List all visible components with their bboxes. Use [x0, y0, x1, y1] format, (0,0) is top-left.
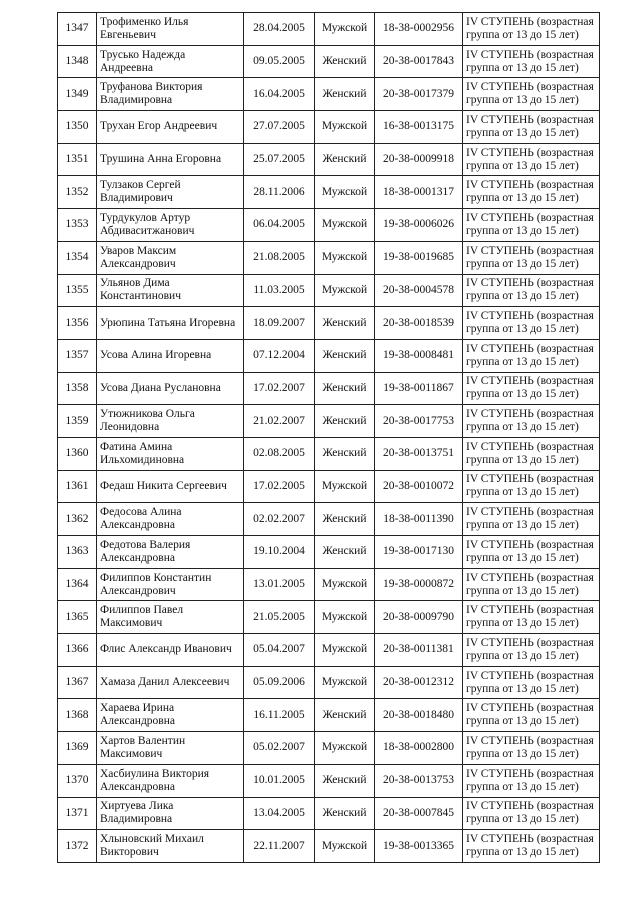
uin-code-cell: 19-38-0011867	[375, 372, 463, 405]
gender-cell: Женский	[315, 339, 375, 372]
gender-cell: Мужской	[315, 830, 375, 863]
age-group-cell: IV СТУПЕНЬ (возрастная группа от 13 до 15 лет)	[463, 797, 600, 830]
birth-date-cell: 07.12.2004	[244, 339, 315, 372]
full-name-cell: Хлыновский Михаил Викторович	[97, 830, 244, 863]
full-name-cell: Труфанова Виктория Владимировна	[97, 78, 244, 111]
full-name-cell: Хамаза Данил Алексеевич	[97, 666, 244, 699]
table-row	[58, 699, 600, 732]
full-name-cell: Хараева Ирина Александровна	[97, 699, 244, 732]
full-name-cell: Фатина Амина Ильхомидиновна	[97, 437, 244, 470]
table-body	[58, 13, 600, 863]
table-row	[58, 176, 600, 209]
row-number-cell: 1363	[58, 536, 97, 569]
uin-code-cell: 20-38-0018539	[375, 307, 463, 340]
gender-cell: Женский	[315, 45, 375, 78]
participants-table	[57, 12, 600, 863]
full-name-cell: Усова Диана Руслановна	[97, 372, 244, 405]
row-number-cell: 1362	[58, 503, 97, 536]
birth-date-cell: 13.01.2005	[244, 568, 315, 601]
full-name-cell: Трушина Анна Егоровна	[97, 143, 244, 176]
age-group-cell: IV СТУПЕНЬ (возрастная группа от 13 до 15 лет)	[463, 470, 600, 503]
age-group-cell: IV СТУПЕНЬ (возрастная группа от 13 до 15 лет)	[463, 241, 600, 274]
age-group-cell: IV СТУПЕНЬ (возрастная группа от 13 до 15 лет)	[463, 503, 600, 536]
full-name-cell: Тулзаков Сергей Владимирович	[97, 176, 244, 209]
table-row	[58, 437, 600, 470]
birth-date-cell: 11.03.2005	[244, 274, 315, 307]
age-group-cell: IV СТУПЕНЬ (возрастная группа от 13 до 15 лет)	[463, 437, 600, 470]
row-number-cell: 1349	[58, 78, 97, 111]
birth-date-cell: 21.08.2005	[244, 241, 315, 274]
uin-code-cell: 20-38-0012312	[375, 666, 463, 699]
gender-cell: Мужской	[315, 209, 375, 242]
row-number-cell: 1368	[58, 699, 97, 732]
age-group-cell: IV СТУПЕНЬ (возрастная группа от 13 до 15 лет)	[463, 536, 600, 569]
uin-code-cell: 20-38-0009790	[375, 601, 463, 634]
row-number-cell: 1356	[58, 307, 97, 340]
row-number-cell: 1369	[58, 732, 97, 765]
uin-code-cell: 20-38-0004578	[375, 274, 463, 307]
age-group-cell: IV СТУПЕНЬ (возрастная группа от 13 до 15 лет)	[463, 634, 600, 667]
row-number-cell: 1371	[58, 797, 97, 830]
row-number-cell: 1366	[58, 634, 97, 667]
row-number-cell: 1353	[58, 209, 97, 242]
birth-date-cell: 10.01.2005	[244, 764, 315, 797]
uin-code-cell: 20-38-0010072	[375, 470, 463, 503]
full-name-cell: Хартов Валентин Максимович	[97, 732, 244, 765]
table-row	[58, 470, 600, 503]
full-name-cell: Турдукулов Артур Абдиваситжанович	[97, 209, 244, 242]
age-group-cell: IV СТУПЕНЬ (возрастная группа от 13 до 15 лет)	[463, 209, 600, 242]
birth-date-cell: 21.02.2007	[244, 405, 315, 438]
gender-cell: Женский	[315, 372, 375, 405]
table-row	[58, 830, 600, 863]
row-number-cell: 1354	[58, 241, 97, 274]
full-name-cell: Трусько Надежда Андреевна	[97, 45, 244, 78]
age-group-cell: IV СТУПЕНЬ (возрастная группа от 13 до 15 лет)	[463, 13, 600, 46]
birth-date-cell: 16.11.2005	[244, 699, 315, 732]
uin-code-cell: 20-38-0017753	[375, 405, 463, 438]
age-group-cell: IV СТУПЕНЬ (возрастная группа от 13 до 15 лет)	[463, 111, 600, 144]
gender-cell: Женский	[315, 503, 375, 536]
table-row	[58, 372, 600, 405]
age-group-cell: IV СТУПЕНЬ (возрастная группа от 13 до 15 лет)	[463, 830, 600, 863]
gender-cell: Женский	[315, 797, 375, 830]
uin-code-cell: 19-38-0006026	[375, 209, 463, 242]
full-name-cell: Трухан Егор Андреевич	[97, 111, 244, 144]
uin-code-cell: 18-38-0001317	[375, 176, 463, 209]
age-group-cell: IV СТУПЕНЬ (возрастная группа от 13 до 15 лет)	[463, 274, 600, 307]
table-row	[58, 78, 600, 111]
table-row	[58, 13, 600, 46]
gender-cell: Женский	[315, 536, 375, 569]
row-number-cell: 1365	[58, 601, 97, 634]
row-number-cell: 1372	[58, 830, 97, 863]
row-number-cell: 1355	[58, 274, 97, 307]
full-name-cell: Федосова Алина Александровна	[97, 503, 244, 536]
table-row	[58, 666, 600, 699]
gender-cell: Мужской	[315, 176, 375, 209]
full-name-cell: Хиртуева Лика Владимировна	[97, 797, 244, 830]
birth-date-cell: 05.02.2007	[244, 732, 315, 765]
birth-date-cell: 18.09.2007	[244, 307, 315, 340]
age-group-cell: IV СТУПЕНЬ (возрастная группа от 13 до 15 лет)	[463, 405, 600, 438]
table-row	[58, 797, 600, 830]
table-row	[58, 241, 600, 274]
age-group-cell: IV СТУПЕНЬ (возрастная группа от 13 до 15 лет)	[463, 339, 600, 372]
gender-cell: Мужской	[315, 666, 375, 699]
age-group-cell: IV СТУПЕНЬ (возрастная группа от 13 до 15 лет)	[463, 78, 600, 111]
table-row	[58, 536, 600, 569]
row-number-cell: 1359	[58, 405, 97, 438]
table-row	[58, 274, 600, 307]
gender-cell: Женский	[315, 78, 375, 111]
birth-date-cell: 22.11.2007	[244, 830, 315, 863]
row-number-cell: 1367	[58, 666, 97, 699]
full-name-cell: Трофименко Илья Евгеньевич	[97, 13, 244, 46]
uin-code-cell: 20-38-0017843	[375, 45, 463, 78]
age-group-cell: IV СТУПЕНЬ (возрастная группа от 13 до 15 лет)	[463, 568, 600, 601]
age-group-cell: IV СТУПЕНЬ (возрастная группа от 13 до 15 лет)	[463, 699, 600, 732]
gender-cell: Мужской	[315, 470, 375, 503]
age-group-cell: IV СТУПЕНЬ (возрастная группа от 13 до 15 лет)	[463, 732, 600, 765]
uin-code-cell: 20-38-0009918	[375, 143, 463, 176]
table-row	[58, 339, 600, 372]
table-row	[58, 732, 600, 765]
gender-cell: Мужской	[315, 13, 375, 46]
full-name-cell: Федотова Валерия Александровна	[97, 536, 244, 569]
uin-code-cell: 20-38-0011381	[375, 634, 463, 667]
table-row	[58, 503, 600, 536]
age-group-cell: IV СТУПЕНЬ (возрастная группа от 13 до 15 лет)	[463, 45, 600, 78]
age-group-cell: IV СТУПЕНЬ (возрастная группа от 13 до 15 лет)	[463, 307, 600, 340]
row-number-cell: 1348	[58, 45, 97, 78]
gender-cell: Мужской	[315, 111, 375, 144]
age-group-cell: IV СТУПЕНЬ (возрастная группа от 13 до 15 лет)	[463, 601, 600, 634]
birth-date-cell: 17.02.2005	[244, 470, 315, 503]
row-number-cell: 1357	[58, 339, 97, 372]
full-name-cell: Филиппов Константин Александрович	[97, 568, 244, 601]
document-page	[57, 12, 600, 863]
age-group-cell: IV СТУПЕНЬ (возрастная группа от 13 до 15 лет)	[463, 143, 600, 176]
birth-date-cell: 09.05.2005	[244, 45, 315, 78]
table-row	[58, 111, 600, 144]
row-number-cell: 1347	[58, 13, 97, 46]
birth-date-cell: 06.04.2005	[244, 209, 315, 242]
uin-code-cell: 19-38-0017130	[375, 536, 463, 569]
uin-code-cell: 19-38-0008481	[375, 339, 463, 372]
row-number-cell: 1358	[58, 372, 97, 405]
gender-cell: Женский	[315, 405, 375, 438]
uin-code-cell: 16-38-0013175	[375, 111, 463, 144]
uin-code-cell: 20-38-0017379	[375, 78, 463, 111]
uin-code-cell: 19-38-0013365	[375, 830, 463, 863]
row-number-cell: 1352	[58, 176, 97, 209]
full-name-cell: Урюпина Татьяна Игоревна	[97, 307, 244, 340]
birth-date-cell: 05.09.2006	[244, 666, 315, 699]
row-number-cell: 1351	[58, 143, 97, 176]
full-name-cell: Усова Алина Игоревна	[97, 339, 244, 372]
gender-cell: Мужской	[315, 732, 375, 765]
uin-code-cell: 18-38-0011390	[375, 503, 463, 536]
age-group-cell: IV СТУПЕНЬ (возрастная группа от 13 до 15 лет)	[463, 372, 600, 405]
table-row	[58, 764, 600, 797]
uin-code-cell: 20-38-0007845	[375, 797, 463, 830]
gender-cell: Мужской	[315, 568, 375, 601]
birth-date-cell: 21.05.2005	[244, 601, 315, 634]
full-name-cell: Уваров Максим Александрович	[97, 241, 244, 274]
table-row	[58, 405, 600, 438]
gender-cell: Мужской	[315, 601, 375, 634]
birth-date-cell: 02.02.2007	[244, 503, 315, 536]
table-row	[58, 307, 600, 340]
age-group-cell: IV СТУПЕНЬ (возрастная группа от 13 до 15 лет)	[463, 666, 600, 699]
birth-date-cell: 27.07.2005	[244, 111, 315, 144]
full-name-cell: Федаш Никита Сергеевич	[97, 470, 244, 503]
age-group-cell: IV СТУПЕНЬ (возрастная группа от 13 до 15 лет)	[463, 764, 600, 797]
table-row	[58, 634, 600, 667]
uin-code-cell: 18-38-0002956	[375, 13, 463, 46]
gender-cell: Женский	[315, 437, 375, 470]
gender-cell: Женский	[315, 699, 375, 732]
full-name-cell: Утюжникова Ольга Леонидовна	[97, 405, 244, 438]
row-number-cell: 1361	[58, 470, 97, 503]
table-row	[58, 45, 600, 78]
uin-code-cell: 19-38-0000872	[375, 568, 463, 601]
full-name-cell: Ульянов Дима Константинович	[97, 274, 244, 307]
age-group-cell: IV СТУПЕНЬ (возрастная группа от 13 до 15 лет)	[463, 176, 600, 209]
birth-date-cell: 16.04.2005	[244, 78, 315, 111]
table-row	[58, 568, 600, 601]
birth-date-cell: 28.04.2005	[244, 13, 315, 46]
birth-date-cell: 28.11.2006	[244, 176, 315, 209]
table-row	[58, 601, 600, 634]
uin-code-cell: 18-38-0002800	[375, 732, 463, 765]
birth-date-cell: 13.04.2005	[244, 797, 315, 830]
gender-cell: Мужской	[315, 634, 375, 667]
gender-cell: Мужской	[315, 274, 375, 307]
uin-code-cell: 20-38-0013753	[375, 764, 463, 797]
birth-date-cell: 02.08.2005	[244, 437, 315, 470]
gender-cell: Женский	[315, 307, 375, 340]
row-number-cell: 1360	[58, 437, 97, 470]
uin-code-cell: 20-38-0018480	[375, 699, 463, 732]
row-number-cell: 1370	[58, 764, 97, 797]
birth-date-cell: 19.10.2004	[244, 536, 315, 569]
table-row	[58, 143, 600, 176]
birth-date-cell: 17.02.2007	[244, 372, 315, 405]
uin-code-cell: 19-38-0019685	[375, 241, 463, 274]
gender-cell: Женский	[315, 143, 375, 176]
full-name-cell: Филиппов Павел Максимович	[97, 601, 244, 634]
gender-cell: Женский	[315, 764, 375, 797]
full-name-cell: Флис Александр Иванович	[97, 634, 244, 667]
uin-code-cell: 20-38-0013751	[375, 437, 463, 470]
birth-date-cell: 05.04.2007	[244, 634, 315, 667]
row-number-cell: 1364	[58, 568, 97, 601]
full-name-cell: Хасбиулина Виктория Александровна	[97, 764, 244, 797]
row-number-cell: 1350	[58, 111, 97, 144]
birth-date-cell: 25.07.2005	[244, 143, 315, 176]
gender-cell: Мужской	[315, 241, 375, 274]
table-row	[58, 209, 600, 242]
